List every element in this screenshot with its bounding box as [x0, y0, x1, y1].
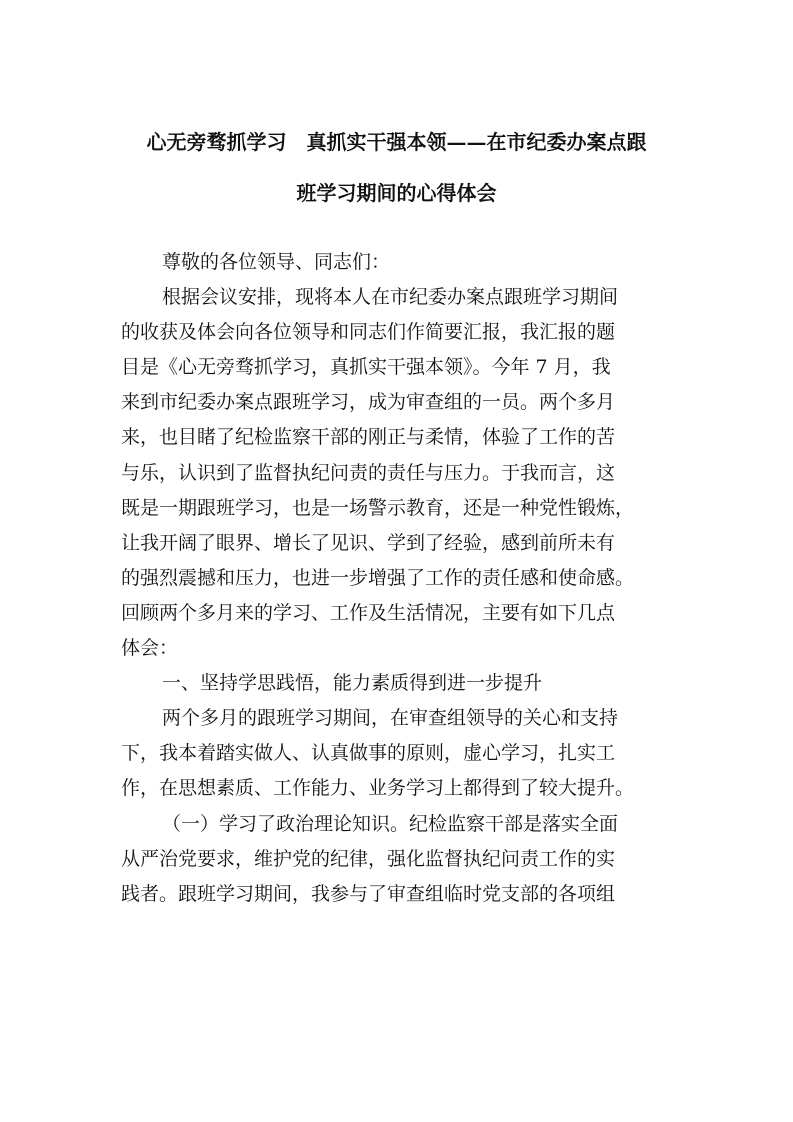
text-line: 体会： [121, 637, 179, 660]
section-heading: 一、坚持学思践悟，能力素质得到进一步提升 [162, 672, 543, 695]
text-line: 来，也目睹了纪检监察干部的刚正与柔情，体验了工作的苦 [121, 426, 616, 449]
text-line: 来到市纪委办案点跟班学习，成为审查组的一员。两个多月 [121, 391, 616, 414]
text-line: 让我开阔了眼界、增长了见识、学到了经验，感到前所未有 [121, 531, 616, 554]
text-line: 下，我本着踏实做人、认真做事的原则，虚心学习，扎实工 [121, 742, 616, 765]
text-line: 回顾两个多月来的学习、工作及生活情况，主要有如下几点 [121, 601, 616, 624]
text-line: 与乐，认识到了监督执纪问责的责任与压力。于我而言，这 [121, 461, 616, 484]
text-line: 尊敬的各位领导、同志们： [162, 251, 391, 273]
text-line: 的收获及体会向各位领导和同志们作简要汇报，我汇报的题 [121, 321, 616, 344]
text-line: 的强烈震撼和压力，也进一步增强了工作的责任感和使命感。 [121, 566, 635, 589]
text-line: 根据会议安排，现将本人在市纪委办案点跟班学习期间 [162, 286, 619, 309]
document-title-line-2: 班学习期间的心得体会 [296, 181, 497, 205]
text-line: 从严治党要求，维护党的纪律，强化监督执纪问责工作的实 [121, 847, 616, 870]
text-line: 既是一期跟班学习，也是一场警示教育，还是一种党性锻炼， [121, 496, 635, 519]
document-title-line-1: 心无旁骛抓学习 真抓实干强本领——在市纪委办案点跟 [146, 130, 647, 154]
document-body [121, 245, 673, 912]
text-line: 目是《心无旁骛抓学习，真抓实干强本领》。今年 7 月，我 [121, 356, 611, 379]
text-line: 两个多月的跟班学习期间，在审查组领导的关心和支持 [162, 707, 619, 730]
text-line: 作，在思想素质、工作能力、业务学习上都得到了较大提升。 [121, 777, 635, 800]
subsection-line: （一）学习了政治理论知识。纪检监察干部是落实全面 [162, 812, 619, 835]
text-line: 践者。跟班学习期间，我参与了审查组临时党支部的各项组 [121, 882, 616, 905]
